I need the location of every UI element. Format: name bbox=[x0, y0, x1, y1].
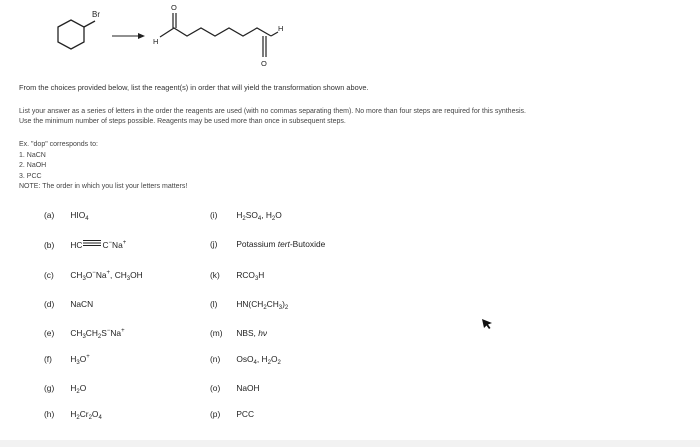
option-j bbox=[210, 239, 325, 249]
option-n bbox=[210, 354, 281, 364]
reaction-scheme bbox=[0, 0, 700, 75]
option-j-label: Potassium tert-Butoxide bbox=[236, 239, 326, 249]
option-f bbox=[44, 354, 90, 364]
bottom-edge bbox=[0, 440, 700, 447]
option-e-key: (e) bbox=[44, 328, 55, 338]
option-m-key: (m) bbox=[210, 328, 223, 338]
option-c bbox=[44, 270, 143, 280]
option-c-label: $CH_3O^-Na^+$, $CH_3OH$ bbox=[70, 270, 143, 282]
example-block bbox=[19, 140, 187, 193]
option-g bbox=[44, 383, 86, 393]
option-a-key: (a) bbox=[44, 210, 55, 220]
option-l bbox=[210, 299, 288, 309]
option-g-key: (g) bbox=[44, 383, 55, 393]
option-m bbox=[210, 328, 267, 338]
option-d-key: (d) bbox=[44, 299, 55, 309]
option-n-key: (n) bbox=[210, 354, 221, 364]
o-label-top: O bbox=[171, 3, 177, 12]
option-d bbox=[44, 299, 93, 309]
option-k-label: $RCO_3H$ bbox=[236, 270, 265, 282]
example-title: Ex. "dop" corresponds to: bbox=[19, 141, 98, 148]
instruction-line-1: List your answer as a series of letters in the order the reagents are used (with no commas separating them). No more than four steps are required for this synthesis. bbox=[19, 108, 526, 115]
h-label-left: H bbox=[153, 37, 159, 46]
example-line-3: 3. PCC bbox=[19, 172, 42, 180]
option-b bbox=[44, 239, 126, 250]
instructions bbox=[19, 107, 689, 126]
instruction-line-2: Use the minimum number of steps possible. Reagents may be used more than once in subsequent steps. bbox=[19, 117, 346, 125]
option-h bbox=[44, 409, 102, 419]
option-a-label: $HIO_4$ bbox=[70, 210, 89, 222]
example-line-1: 1. NaCN bbox=[19, 151, 46, 159]
example-note: NOTE: The order in which you list your letters matters! bbox=[19, 183, 188, 191]
option-f-key: (f) bbox=[44, 354, 52, 364]
option-c-key: (c) bbox=[44, 270, 54, 280]
option-p-label: PCC bbox=[236, 409, 255, 419]
option-l-label: $HN(CH_2CH_3)_2$ bbox=[236, 299, 289, 311]
option-k-key: (k) bbox=[210, 270, 220, 280]
option-f-label: $H_3O^+$ bbox=[70, 354, 90, 366]
option-h-label: $H_2Cr_2O_4$ bbox=[70, 409, 102, 421]
option-o-key: (o) bbox=[210, 383, 221, 393]
option-d-label: NaCN bbox=[70, 299, 94, 309]
option-i bbox=[210, 210, 282, 220]
h-label-right: H bbox=[278, 24, 284, 33]
option-k bbox=[210, 270, 264, 280]
option-b-label: HC C−Na+ bbox=[70, 240, 127, 250]
option-i-key: (i) bbox=[210, 210, 218, 220]
option-m-label: NBS, hν bbox=[236, 328, 268, 338]
cyclohexane-ring bbox=[58, 20, 84, 49]
option-j-key: (j) bbox=[210, 239, 218, 249]
option-o-label: NaOH bbox=[236, 383, 260, 393]
option-p bbox=[210, 409, 254, 419]
option-o bbox=[210, 383, 260, 393]
option-e-label: $CH_3CH_2S^-Na^+$ bbox=[70, 328, 125, 340]
option-n-label: OsO$_4$, $H_2O_2$ bbox=[236, 354, 281, 366]
product-chain bbox=[160, 28, 271, 37]
mouse-cursor-icon bbox=[481, 318, 493, 330]
option-p-key: (p) bbox=[210, 409, 221, 419]
option-a bbox=[44, 210, 89, 220]
option-i-label: $H_2SO_4$, $H_2O$ bbox=[236, 210, 282, 222]
option-l-key: (l) bbox=[210, 299, 218, 309]
br-label: Br bbox=[92, 10, 100, 19]
option-h-key: (h) bbox=[44, 409, 55, 419]
option-b-key: (b) bbox=[44, 240, 55, 250]
example-line-2: 2. NaOH bbox=[19, 162, 47, 170]
question-text: From the choices provided below, list the reagent(s) in order that will yield the transformation shown above. bbox=[19, 83, 369, 92]
o-label-bottom: O bbox=[261, 59, 267, 68]
option-e bbox=[44, 328, 125, 338]
option-g-label: $H_2O$ bbox=[70, 383, 87, 395]
